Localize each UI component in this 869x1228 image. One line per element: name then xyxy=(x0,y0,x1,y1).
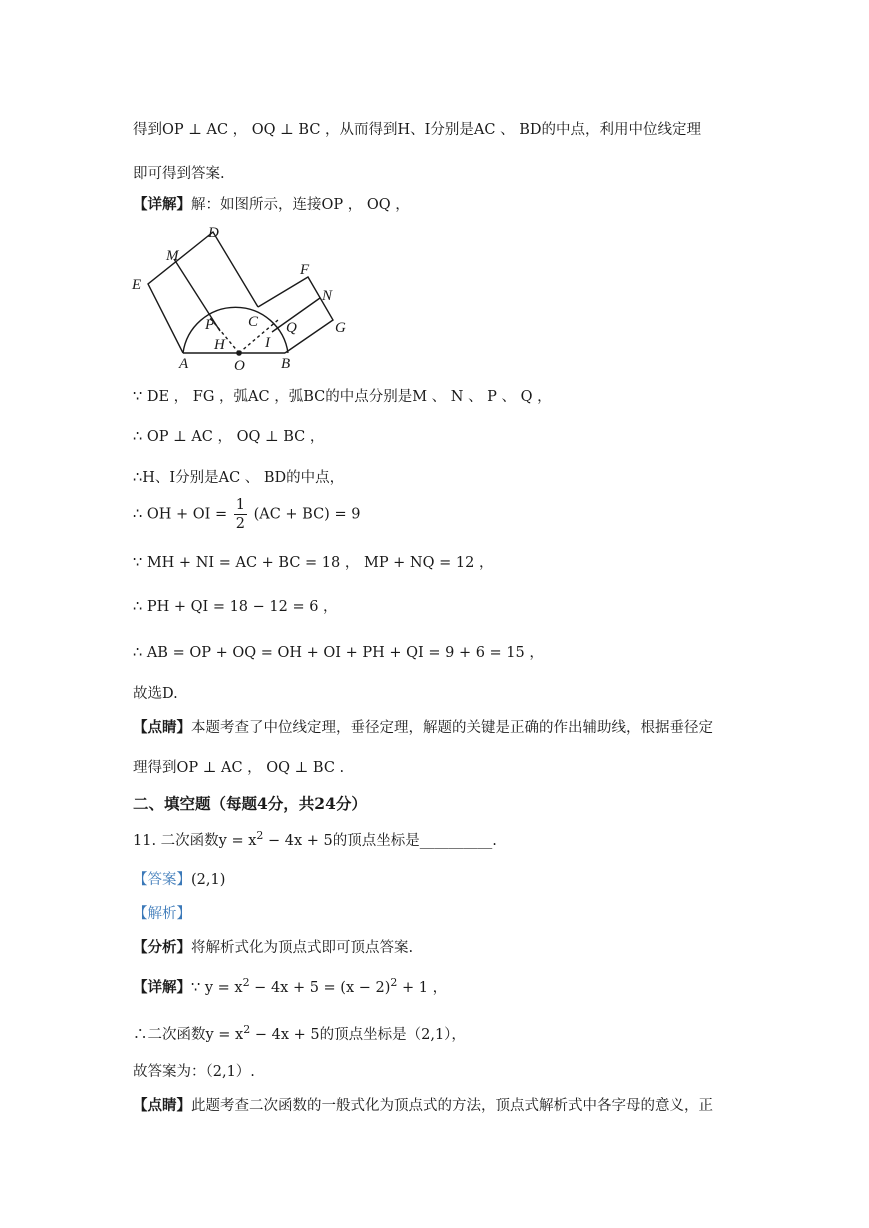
semicircle-arc xyxy=(183,307,288,353)
text-line-6: ∴H、I分别是AC 、 BD的中点， xyxy=(133,470,345,486)
label-dianjing: 【点睛】 xyxy=(133,719,191,736)
text-line-5: ∴ OP ⊥ AC ， OQ ⊥ BC ， xyxy=(133,429,325,445)
label-m: M xyxy=(166,248,179,264)
label-e: E xyxy=(132,277,142,293)
eq-oh-oi: ∴ OH + OI = xyxy=(133,506,228,523)
geometry-figure xyxy=(128,222,348,372)
fraction-numerator: 1 xyxy=(235,497,245,513)
label-dianjing-2: 【点睛】 xyxy=(133,1097,191,1114)
text-line-3 xyxy=(133,193,410,214)
label-b: B xyxy=(281,356,291,372)
point-o xyxy=(236,350,242,356)
text-xiangjie: 解：如图所示，连接OP ， OQ ， xyxy=(191,197,410,213)
analysis-line xyxy=(133,936,413,957)
text-line-8: ∵ MH + NI = AC + BC = 18 ， MP + NQ = 12 ， xyxy=(133,555,494,571)
label-xiangjie: 【详解】 xyxy=(133,196,191,213)
label-g: G xyxy=(335,320,346,336)
label-p: P xyxy=(205,317,215,333)
label-jiexi: 【解析】 xyxy=(133,906,191,922)
conclusion-line xyxy=(133,1023,466,1044)
label-o: O xyxy=(234,358,245,372)
text-line-4: ∵ DE ， FG ，弧AC ，弧BC的中点分别是M 、 N 、 P 、 Q ， xyxy=(133,389,552,405)
conclusion-a: ∴二次函数y = x xyxy=(133,1027,244,1043)
label-h: H xyxy=(214,337,225,353)
q11-part-b: − 4x + 5的顶点坐标是__________. xyxy=(263,833,497,849)
answer-value: (2,1) xyxy=(191,872,226,888)
label-d: D xyxy=(208,225,219,241)
text-line-13: 理得到OP ⊥ AC ， OQ ⊥ BC . xyxy=(133,760,345,776)
label-f: F xyxy=(300,262,310,278)
text-line-11: 故选D. xyxy=(133,686,178,702)
fraction-denominator: 2 xyxy=(235,516,245,532)
conclusion-b: − 4x + 5的顶点坐标是（2,1）， xyxy=(250,1027,466,1043)
radius-oq xyxy=(239,320,278,353)
text-fenxi: 将解析式化为顶点式即可顶点答案. xyxy=(191,940,414,956)
detail-sup-2: 2 xyxy=(390,976,398,990)
label-c: C xyxy=(248,314,259,330)
dianjing-2-line xyxy=(133,1094,713,1115)
text-line-9: ∴ PH + QI = 18 − 12 = 6 ， xyxy=(133,599,338,615)
detail-b: − 4x + 5 = (x − 2) xyxy=(249,980,391,996)
text-dianjing: 本题考查了中位线定理，垂径定理，解题的关键是正确的作出辅助线，根据垂径定 xyxy=(191,720,713,736)
conclusion-sup: 2 xyxy=(243,1023,251,1037)
label-n: N xyxy=(322,288,333,304)
label-answer: 【答案】 xyxy=(133,872,191,888)
text-line-2: 即可得到答案. xyxy=(133,166,225,182)
detail-a: ∵ y = x xyxy=(191,980,243,996)
label-fenxi: 【分析】 xyxy=(133,939,191,956)
text-dianjing-2: 此题考查二次函数的一般式化为顶点式的方法，顶点式解析式中各字母的意义，正 xyxy=(191,1098,713,1114)
text-line-7 xyxy=(133,496,360,533)
final-answer-line: 故答案为：（2,1）. xyxy=(133,1064,255,1080)
text-line-12 xyxy=(133,716,713,737)
detail-sup-1: 2 xyxy=(242,976,250,990)
q11-sup: 2 xyxy=(256,829,264,843)
text-line-10: ∴ AB = OP + OQ = OH + OI + PH + QI = 9 + 6 = 15 ， xyxy=(133,645,544,661)
answer-line xyxy=(133,868,225,889)
label-xiangjie-2: 【详解】 xyxy=(133,979,191,996)
text-line-1: 得到OP ⊥ AC ， OQ ⊥ BC ，从而得到H、I分别是AC 、 BD的中点，利用中位线定理 xyxy=(133,122,701,138)
q11-part-a: 11. 二次函数y = x xyxy=(133,833,257,849)
label-a: A xyxy=(179,356,189,372)
section-heading: 二、填空题（每题4分，共24分） xyxy=(133,794,367,813)
label-i: I xyxy=(265,335,270,351)
label-q: Q xyxy=(286,320,297,336)
fraction-half xyxy=(234,496,247,533)
detail-line xyxy=(133,976,447,997)
detail-c: + 1 ， xyxy=(397,980,448,996)
eq-sum: (AC + BC) = 9 xyxy=(253,506,361,523)
question-11 xyxy=(133,829,497,850)
square-ac xyxy=(148,232,258,353)
